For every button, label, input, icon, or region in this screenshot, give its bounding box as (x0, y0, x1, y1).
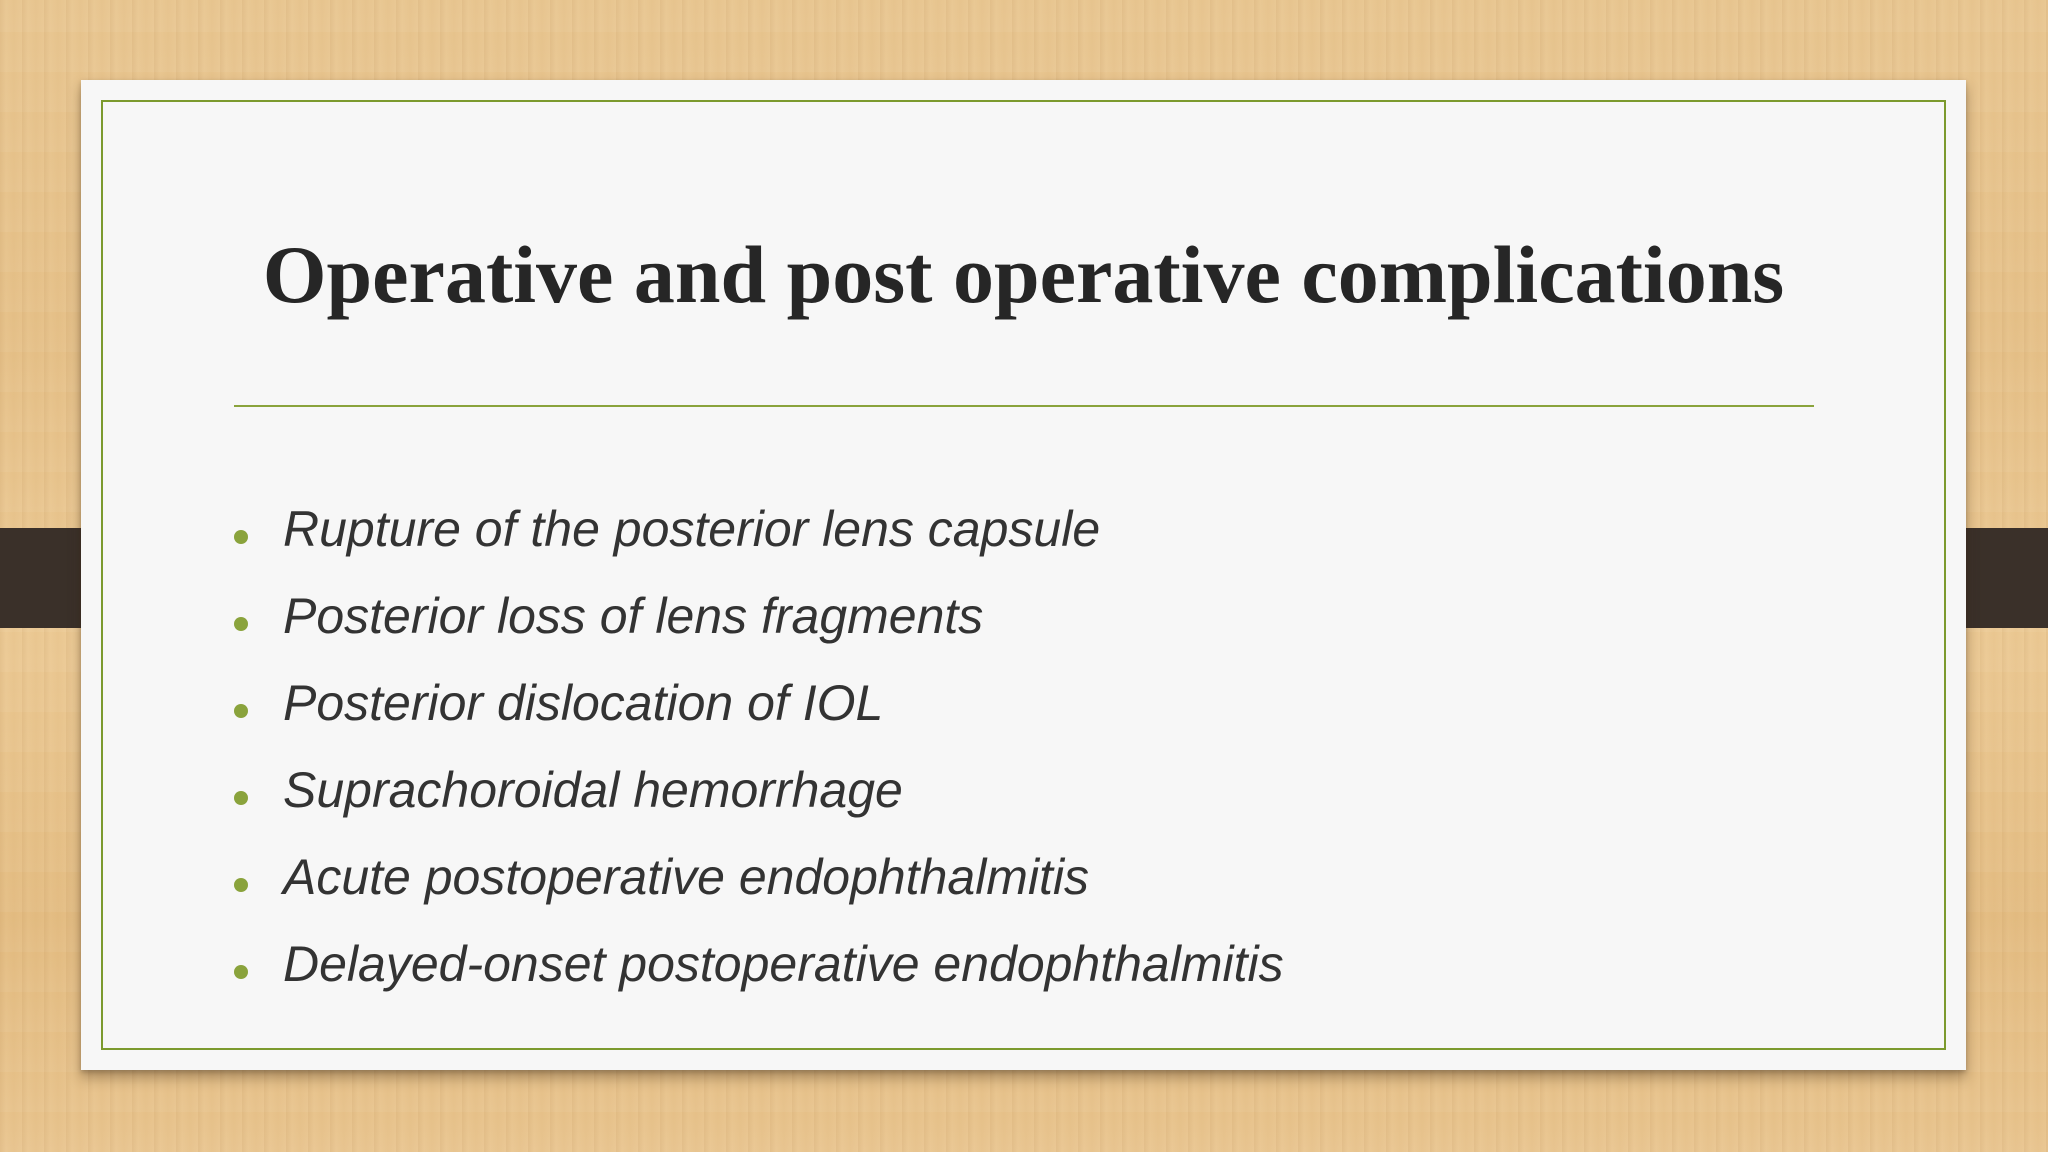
bullet-text: Acute postoperative endophthalmitis (283, 849, 1090, 905)
bullet-text: Suprachoroidal hemorrhage (283, 762, 903, 818)
bullet-dot-icon (234, 965, 248, 979)
bullet-dot-icon (234, 878, 248, 892)
bullet-text: Rupture of the posterior lens capsule (283, 501, 1101, 557)
bullet-text: Posterior dislocation of IOL (283, 675, 884, 731)
bullet-text: Posterior loss of lens fragments (283, 588, 984, 644)
bullet-dot-icon (234, 704, 248, 718)
slide-card (81, 80, 1966, 1070)
bullet-dot-icon (234, 530, 248, 544)
title-divider (234, 405, 1814, 407)
bullet-dot-icon (234, 617, 248, 631)
slide-title: Operative and post operative complications (262, 229, 1785, 320)
bullet-dot-icon (234, 791, 248, 805)
bullet-text: Delayed-onset postoperative endophthalmitis (283, 936, 1284, 992)
